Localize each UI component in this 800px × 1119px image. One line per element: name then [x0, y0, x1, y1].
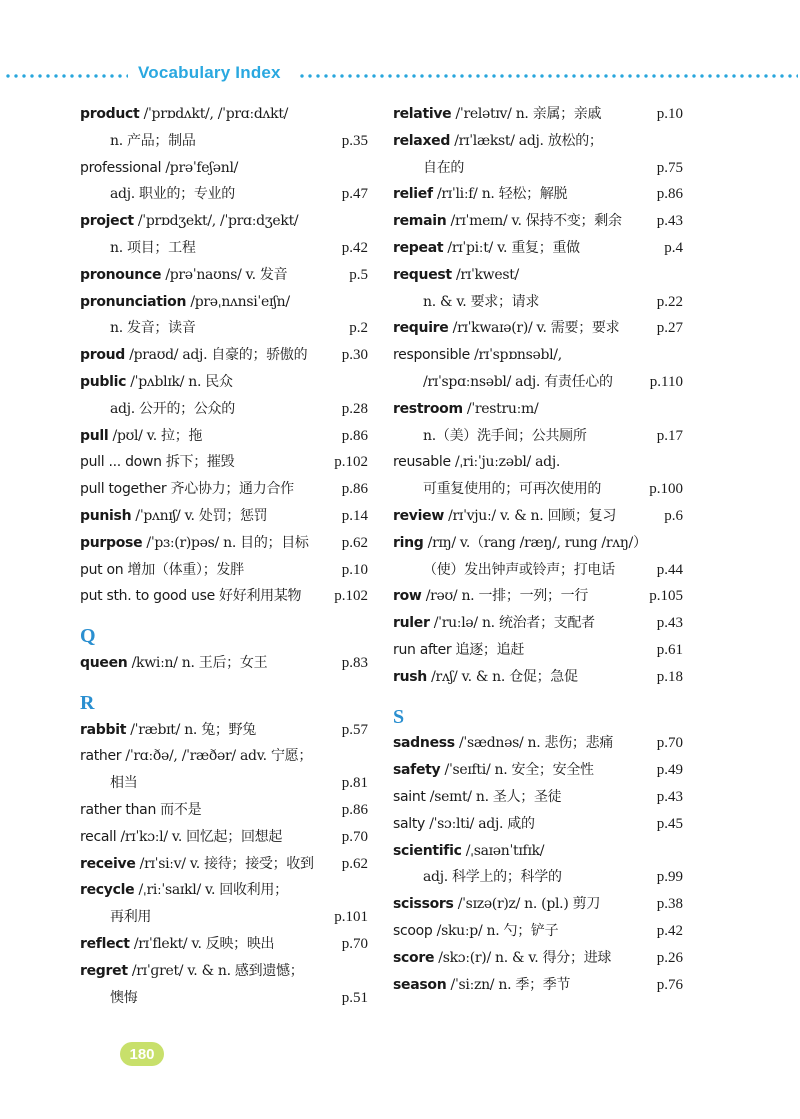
definition: 好好利用某物: [214, 588, 302, 605]
index-entry: [393, 315, 683, 342]
headword: pull ... down: [80, 454, 162, 471]
letter-heading: R: [80, 691, 95, 714]
page-reference: p.61: [656, 641, 683, 658]
headword: scoop: [393, 922, 433, 939]
definition: /pʊl/ v. 拉；拖: [108, 427, 203, 444]
headword: request: [393, 266, 452, 283]
page-reference: p.43: [656, 615, 683, 632]
entry-continuation: [393, 864, 683, 891]
headword: salty: [393, 815, 426, 832]
index-entry: [80, 262, 368, 289]
index-column-left: [80, 101, 368, 1011]
page-reference: p.5: [349, 266, 368, 283]
headword: project: [80, 213, 134, 230]
definition: n.（美）洗手间；公共厕所: [423, 427, 587, 444]
index-entry: [80, 530, 368, 557]
page-reference: p.110: [649, 373, 683, 390]
definition: /prəˈnaʊns/ v. 发音: [161, 266, 288, 283]
page-reference: p.86: [341, 427, 368, 444]
page-reference: p.57: [341, 721, 368, 738]
headword: put sth. to good use: [80, 588, 215, 605]
page-reference: p.6: [664, 507, 683, 524]
page-reference: p.18: [656, 668, 683, 685]
index-entry: [80, 557, 368, 584]
index-entry: [393, 530, 683, 557]
index-entry: [393, 503, 683, 530]
headword: saint: [393, 788, 426, 805]
entry-continuation: [80, 128, 368, 155]
page-reference: p.38: [656, 896, 683, 913]
page-reference: p.70: [341, 935, 368, 952]
index-entry: [393, 235, 683, 262]
headword: scientific: [393, 842, 462, 859]
headword: relaxed: [393, 132, 451, 149]
entry-continuation: [80, 904, 368, 931]
headword: product: [80, 106, 140, 122]
headword: regret: [80, 962, 128, 979]
definition: /rɪˈsiːv/ v. 接待；接受；收到: [135, 855, 314, 872]
page-reference: p.101: [334, 909, 368, 926]
entry-continuation: [80, 985, 368, 1012]
index-entry: [80, 342, 368, 369]
definition: adj. 科学上的；科学的: [423, 869, 562, 886]
entry-continuation: [393, 289, 683, 316]
page-reference: p.51: [341, 989, 368, 1006]
letter-heading: Q: [80, 625, 96, 648]
headword: recycle: [80, 882, 135, 899]
definition: 追逐；追赶: [451, 641, 525, 658]
page-reference: p.102: [334, 588, 368, 605]
definition: /rɪˈspɒnsəbl/,: [469, 347, 562, 364]
index-entry: [393, 972, 683, 999]
index-entry: [80, 743, 368, 770]
headword: punish: [80, 507, 132, 524]
definition: /praʊd/ adj. 自豪的；骄傲的: [125, 347, 308, 364]
page-reference: p.27: [656, 320, 683, 337]
index-entry: [393, 449, 683, 476]
definition: 再利用: [110, 909, 152, 926]
definition: /rɪˈɡret/ v. & n. 感到遗憾；: [127, 962, 304, 979]
headword: require: [393, 320, 449, 337]
headword: ring: [393, 534, 424, 551]
page-reference: p.70: [656, 735, 683, 752]
headword: repeat: [393, 239, 444, 256]
definition: /rɪˈkɔːl/ v. 回忆起；回想起: [116, 828, 283, 845]
headword: rather: [80, 748, 122, 765]
index-entry: [393, 918, 683, 945]
definition: /rɪˈlækst/ adj. 放松的；: [450, 132, 603, 149]
definition: 拆下；摧毁: [161, 454, 235, 471]
section-title: Vocabulary Index: [138, 63, 281, 82]
page-reference: p.10: [341, 561, 368, 578]
dotted-rule-left: [4, 74, 128, 78]
index-entry: [80, 208, 368, 235]
headword: put on: [80, 561, 124, 578]
definition: /ˈruːlə/ n. 统治者；支配者: [429, 615, 595, 632]
headword: queen: [80, 654, 128, 671]
page-number: 180: [120, 1042, 164, 1066]
page-reference: p.42: [341, 239, 368, 256]
headword: rabbit: [80, 721, 127, 738]
index-entry: [80, 717, 368, 744]
dotted-rule-right: [298, 74, 798, 78]
definition: /rəʊ/ n. 一排；一列；一行: [421, 588, 589, 605]
page-reference: p.47: [341, 186, 368, 203]
definition: /rʌʃ/ v. & n. 仓促；急促: [426, 668, 578, 685]
entry-continuation: [80, 396, 368, 423]
page-reference: p.49: [656, 762, 683, 779]
index-entry: [80, 797, 368, 824]
page-reference: p.14: [341, 507, 368, 524]
page-reference: p.44: [656, 561, 683, 578]
page-reference: p.81: [341, 775, 368, 792]
headword: safety: [393, 762, 441, 779]
definition: n. 发音；读音: [110, 320, 196, 337]
page-reference: p.2: [349, 320, 368, 337]
headword: purpose: [80, 534, 143, 551]
entry-continuation: [393, 423, 683, 450]
definition: /prəˌnʌnsiˈeɪʃn/: [186, 293, 290, 310]
definition: /skɔː(r)/ n. & v. 得分；进球: [434, 949, 612, 966]
headword: review: [393, 507, 444, 524]
index-entry: [393, 757, 683, 784]
index-entry: [80, 476, 368, 503]
headword: pronounce: [80, 266, 162, 283]
page-reference: p.45: [656, 815, 683, 832]
page-reference: p.35: [341, 132, 368, 149]
definition: /kwiːn/ n. 王后；女王: [127, 654, 268, 671]
entry-continuation: [80, 770, 368, 797]
definition: /ˈprɒdʒekt/, /ˈprɑːdʒekt/: [133, 213, 299, 230]
definition: /ˈsædnəs/ n. 悲伤；悲痛: [454, 735, 614, 752]
definition: /ˈrelətɪv/ n. 亲属；亲戚: [451, 106, 602, 122]
definition: /rɪˈpiːt/ v. 重复；重做: [443, 239, 580, 256]
page-reference: p.62: [341, 534, 368, 551]
index-entry: [80, 155, 368, 182]
definition: /ˈsiːzn/ n. 季；季节: [446, 976, 571, 993]
headword: rather than: [80, 801, 157, 818]
definition: /ˈrɑːðə/, /ˈræðər/ adv. 宁愿；: [121, 748, 313, 765]
index-entry: [393, 637, 683, 664]
headword: relative: [393, 106, 452, 122]
entry-continuation: [393, 476, 683, 503]
definition: /ˌriːˈsaɪkl/ v. 回收利用；: [134, 882, 288, 899]
page-reference: p.22: [656, 293, 683, 310]
entry-continuation: [80, 181, 368, 208]
definition: /ˈræbɪt/ n. 兔；野兔: [126, 721, 257, 738]
headword: season: [393, 976, 447, 993]
page-reference: p.100: [649, 481, 683, 498]
definition: /rɪˈmeɪn/ v. 保持不变；剩余: [446, 213, 622, 230]
headword: pronunciation: [80, 293, 187, 310]
definition: /rɪˈflekt/ v. 反映；映出: [129, 935, 275, 952]
index-entry: [393, 945, 683, 972]
index-entry: [393, 838, 683, 865]
index-entry: [393, 730, 683, 757]
definition: （使）发出钟声或铃声；打电话: [423, 561, 615, 578]
page-reference: p.28: [341, 400, 368, 417]
page-reference: p.30: [341, 347, 368, 364]
headword: sadness: [393, 735, 455, 752]
headword: professional: [80, 159, 162, 176]
index-entry: [393, 396, 683, 423]
index-entry: [80, 650, 368, 677]
entry-continuation: [393, 155, 683, 182]
index-entry: [393, 101, 683, 128]
entry-continuation: [80, 315, 368, 342]
index-entry: [393, 583, 683, 610]
definition: 齐心协力；通力合作: [166, 481, 294, 498]
headword: public: [80, 373, 127, 390]
headword: proud: [80, 347, 126, 364]
page-reference: p.26: [656, 949, 683, 966]
entry-continuation: [393, 369, 683, 396]
index-column-right: [393, 101, 683, 998]
definition: n. 项目；工程: [110, 239, 196, 256]
headword: scissors: [393, 896, 454, 913]
index-entry: [80, 503, 368, 530]
definition: 相当: [110, 775, 138, 792]
index-entry: [80, 449, 368, 476]
definition: /prəˈfeʃənl/: [161, 159, 239, 176]
index-entry: [80, 824, 368, 851]
definition: adj. 公开的；公众的: [110, 400, 235, 417]
index-entry: [80, 877, 368, 904]
page-reference: p.75: [656, 159, 683, 176]
page-reference: p.70: [341, 828, 368, 845]
definition: /ˈpʌblɪk/ n. 民众: [126, 373, 233, 390]
index-entry: [393, 664, 683, 691]
index-entry: [393, 342, 683, 369]
headword: relief: [393, 186, 433, 203]
index-entry: [80, 583, 368, 610]
index-entry: [393, 891, 683, 918]
page-reference: p.43: [656, 788, 683, 805]
entry-continuation: [80, 235, 368, 262]
index-entry: [80, 931, 368, 958]
index-entry: [80, 101, 368, 128]
definition: /ˈpʌnɪʃ/ v. 处罚；惩罚: [131, 507, 268, 524]
definition: n. & v. 要求；请求: [423, 293, 540, 310]
definition: /ˈsɔːlti/ adj. 咸的: [425, 815, 535, 832]
page-reference: p.99: [656, 869, 683, 886]
headword: remain: [393, 213, 447, 230]
index-entry: [393, 784, 683, 811]
page-reference: p.86: [341, 801, 368, 818]
headword: row: [393, 588, 422, 605]
definition: adj. 职业的；专业的: [110, 186, 235, 203]
definition: /ˈrestruːm/: [462, 400, 539, 417]
page-reference: p.83: [341, 654, 368, 671]
headword: reusable: [393, 454, 451, 471]
entry-continuation: [393, 557, 683, 584]
letter-heading: S: [393, 705, 405, 728]
headword: pull: [80, 427, 109, 444]
index-entry: [393, 811, 683, 838]
definition: /ˈprɒdʌkt/, /ˈprɑːdʌkt/: [139, 106, 289, 122]
section-header: [0, 60, 800, 90]
definition: /rɪˈkwaɪə(r)/ v. 需要；要求: [448, 320, 620, 337]
index-entry: [80, 369, 368, 396]
page-reference: p.17: [656, 427, 683, 444]
page-reference: p.86: [656, 186, 683, 203]
page-reference: p.76: [656, 976, 683, 993]
definition: /rɪˈkwest/: [451, 266, 519, 283]
headword: responsible: [393, 347, 470, 364]
page-reference: p.62: [341, 855, 368, 872]
definition: /seɪnt/ n. 圣人；圣徒: [425, 788, 562, 805]
definition: /rɪˈliːf/ n. 轻松；解脱: [432, 186, 568, 203]
index-entry: [80, 851, 368, 878]
definition: /ˈpɜː(r)pəs/ n. 目的；目标: [142, 534, 309, 551]
headword: score: [393, 949, 435, 966]
headword: recall: [80, 828, 117, 845]
definition: /rɪˈvjuː/ v. & n. 回顾；复习: [443, 507, 617, 524]
index-entry: [80, 423, 368, 450]
page-reference: p.42: [656, 922, 683, 939]
headword: pull together: [80, 481, 167, 498]
index-entry: [393, 610, 683, 637]
headword: ruler: [393, 615, 430, 632]
page-reference: p.86: [341, 481, 368, 498]
headword: reflect: [80, 935, 130, 952]
headword: run after: [393, 641, 452, 658]
index-entry: [393, 262, 683, 289]
definition: /ˈsɪzə(r)z/ n. (pl.) 剪刀: [453, 896, 601, 913]
definition: 可重复使用的；可再次使用的: [423, 481, 602, 498]
index-entry: [393, 181, 683, 208]
definition: 懊悔: [110, 989, 138, 1006]
definition: /ˌriːˈjuːzəbl/ adj.: [450, 454, 561, 471]
page-reference: p.105: [649, 588, 683, 605]
definition: n. 产品；制品: [110, 132, 196, 149]
page-reference: p.43: [656, 213, 683, 230]
index-entry: [393, 128, 683, 155]
definition: 自在的: [423, 159, 465, 176]
index-entry: [80, 289, 368, 316]
definition: /skuːp/ n. 勺；铲子: [432, 922, 559, 939]
index-entry: [393, 208, 683, 235]
definition: /rɪŋ/ v.（rang /ræŋ/, rung /rʌŋ/）: [423, 534, 647, 551]
headword: restroom: [393, 400, 463, 417]
page-reference: p.102: [334, 454, 368, 471]
definition: /ˌsaɪənˈtɪfɪk/: [461, 842, 545, 859]
page-reference: p.4: [664, 239, 683, 256]
page-reference: p.10: [656, 106, 683, 122]
headword: receive: [80, 855, 136, 872]
definition: /rɪˈspɑːnsəbl/ adj. 有责任心的: [423, 373, 613, 390]
index-entry: [80, 958, 368, 985]
headword: rush: [393, 668, 427, 685]
definition: 增加（体重）；发胖: [123, 561, 244, 578]
definition: /ˈseɪfti/ n. 安全；安全性: [440, 762, 594, 779]
definition: 而不是: [156, 801, 202, 818]
